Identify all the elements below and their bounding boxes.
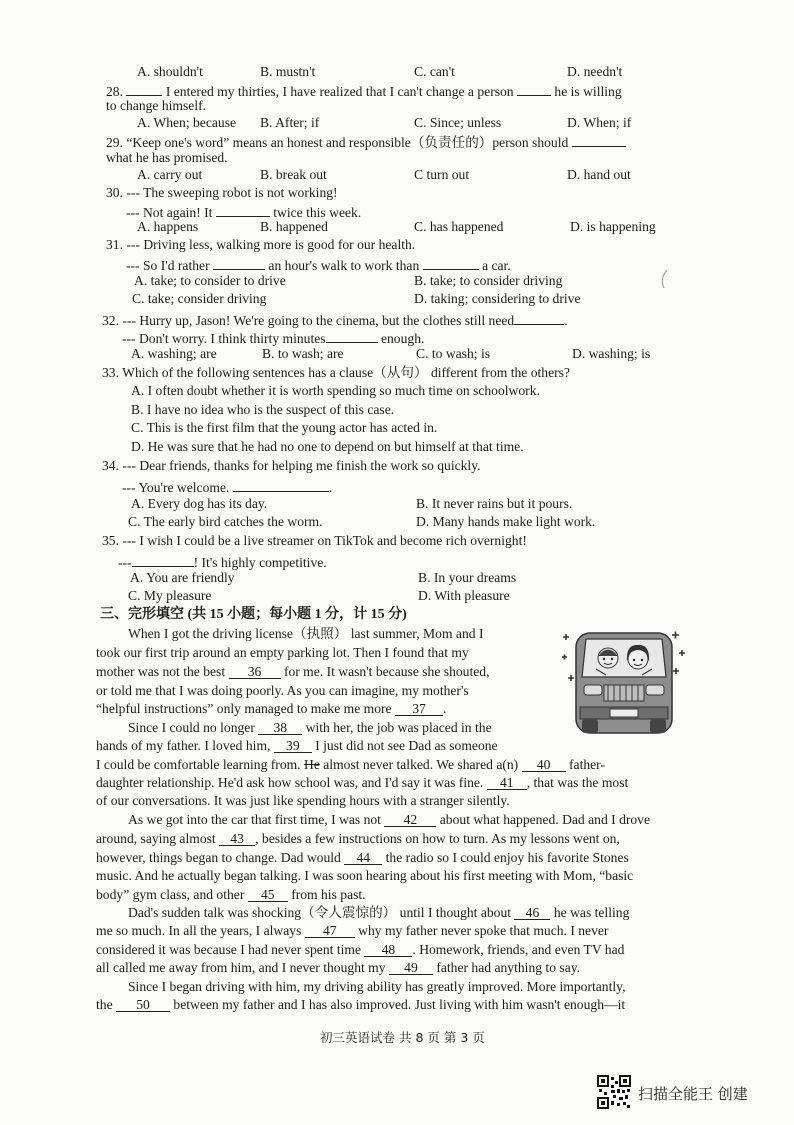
qr-code-icon bbox=[597, 1075, 631, 1109]
q31-option-a: A. take; to consider to drive bbox=[134, 273, 286, 288]
q31-blank-2 bbox=[423, 255, 479, 270]
pencil-mark bbox=[658, 268, 672, 290]
p1-text-c: “helpful instructions” only managed to make me more bbox=[96, 701, 392, 716]
passage-p4-line1 bbox=[128, 905, 629, 921]
p2-text-b: with her, the job was placed in the bbox=[305, 720, 492, 735]
p4-text-b: he was telling bbox=[553, 905, 630, 920]
q30-stem-line1: 30. --- The sweeping robot is not working! bbox=[106, 185, 338, 200]
passage-p5-line1: Since I began driving with him, my driving ability has greatly improved. More importantly, bbox=[128, 979, 626, 994]
section3-heading: 三、完形填空 (共 15 小题；每小题 1 分，计 15 分) bbox=[100, 607, 407, 622]
q32-text-b: . bbox=[564, 313, 568, 328]
passage-p1-line5 bbox=[96, 701, 446, 717]
q30-text-b: twice this week. bbox=[273, 205, 362, 220]
blank-48: 48 bbox=[364, 942, 412, 957]
q27-option-a: A. shouldn't bbox=[137, 64, 203, 79]
p1-text-a: mother was not the best bbox=[96, 664, 226, 679]
q32-option-c: C. to wash; is bbox=[416, 346, 491, 361]
q34-option-d: D. Many hands make light work. bbox=[416, 514, 596, 529]
q35-option-b: B. In your dreams bbox=[418, 570, 517, 585]
passage-p2-line5: of our conversations. It was just like spending hours with a stranger silently. bbox=[96, 793, 510, 808]
q31-option-d: D. taking; considering to drive bbox=[414, 291, 581, 306]
q33-option-b: B. I have no idea who is the suspect of this case. bbox=[131, 402, 395, 417]
q29-stem-line2: what he has promised. bbox=[106, 150, 228, 165]
p3-text-d: , besides a few instructions on how to turn. As my lessons went on, bbox=[255, 831, 620, 846]
q34-option-c: C. The early bird catches the worm. bbox=[128, 514, 323, 529]
q32-blank-2 bbox=[326, 328, 378, 343]
p4-text-f: . Homework, friends, and even TV had bbox=[412, 942, 625, 957]
passage-p4-line3 bbox=[96, 942, 624, 958]
q27-option-c: C. can't bbox=[414, 64, 455, 79]
blank-41: 41 bbox=[487, 775, 527, 790]
q35-option-a: A. You are friendly bbox=[130, 570, 235, 585]
passage-p2-line4 bbox=[96, 775, 628, 791]
q28-option-d: D. When; if bbox=[567, 115, 632, 130]
q28-option-a: A. When; because bbox=[137, 115, 237, 130]
q32-text-a: 32. --- Hurry up, Jason! We're going to the cinema, but the clothes still need bbox=[102, 313, 515, 328]
q32-stem-line1 bbox=[102, 310, 568, 329]
q29-stem-line1 bbox=[106, 132, 626, 151]
p4-text-c: me so much. In all the years, I always bbox=[96, 923, 302, 938]
passage-p4-line2 bbox=[96, 923, 608, 939]
blank-44: 44 bbox=[344, 850, 382, 865]
q28-blank-1 bbox=[126, 81, 162, 96]
p3-text-e: however, things began to change. Dad would bbox=[96, 850, 341, 865]
q28-blank-2 bbox=[517, 81, 551, 96]
q32-option-b: B. to wash; are bbox=[262, 346, 344, 361]
q32-stem-line2 bbox=[122, 328, 424, 347]
passage-p3-line2 bbox=[96, 831, 620, 847]
blank-42: 42 bbox=[384, 812, 436, 827]
q27-option-b: B. mustn't bbox=[260, 64, 316, 79]
blank-40: 40 bbox=[522, 757, 566, 772]
blank-39: 39 bbox=[274, 738, 312, 753]
blank-50: 50 bbox=[116, 997, 170, 1012]
q35-stem-line2 bbox=[118, 552, 327, 571]
blank-49: 49 bbox=[389, 960, 433, 975]
q32-text-c: --- Don't worry. I think thirty minutes bbox=[122, 331, 326, 346]
passage-p5-line2 bbox=[96, 997, 625, 1013]
blank-45: 45 bbox=[248, 887, 288, 902]
p4-text-a: Dad's sudden talk was shocking（令人震惊的） until I thought about bbox=[128, 905, 512, 920]
p2-text-h: daughter relationship. He'd ask how school was, and I'd say it was fine. bbox=[96, 775, 484, 790]
p4-text-h: father had anything to say. bbox=[436, 960, 581, 975]
q29-blank bbox=[572, 132, 626, 147]
q34-text-b: . bbox=[328, 480, 333, 495]
passage-p1-line4: or told me that I was doing poorly. As you can imagine, my mother's bbox=[96, 683, 469, 698]
q35-option-d: D. With pleasure bbox=[418, 588, 510, 603]
q29-text: 29. “Keep one's word” means an honest and responsible（负责任的）person should bbox=[106, 135, 569, 150]
q31-option-b: B. take; to consider driving bbox=[414, 273, 563, 288]
q31-stem-line2 bbox=[126, 255, 511, 274]
q32-option-d: D. washing; is bbox=[572, 346, 651, 361]
p2-text-f: almost never talked. We shared a(n) bbox=[323, 757, 519, 772]
passage-p3-line5 bbox=[96, 887, 366, 903]
p2-text-c: hands of my father. I loved him, bbox=[96, 738, 271, 753]
p3-text-f: the radio so I could enjoy his favorite Stones bbox=[385, 850, 629, 865]
q30-text-a: --- Not again! It bbox=[126, 205, 213, 220]
q27-option-d: D. needn't bbox=[567, 64, 623, 79]
passage-p3-line4: music. And he actually began talking. I was soon hearing about his first meeting with Mom, “basic bbox=[96, 868, 634, 883]
q31-stem-line1: 31. --- Driving less, walking more is good for our health. bbox=[106, 237, 416, 252]
p3-text-h: from his past. bbox=[291, 887, 366, 902]
q34-blank bbox=[233, 477, 329, 492]
q35-text-b: ! It's highly competitive. bbox=[193, 555, 327, 570]
blank-37: 37 bbox=[395, 701, 443, 716]
blank-43: 43 bbox=[219, 831, 255, 846]
passage-p1-line1: When I got the driving license（执照） last summer, Mom and I bbox=[128, 626, 484, 641]
car-illustration-icon bbox=[560, 623, 688, 741]
p2-text-g: father- bbox=[569, 757, 605, 772]
q29-option-d: D. hand out bbox=[567, 167, 631, 182]
p2-text-i: , that was the most bbox=[526, 775, 629, 790]
q35-text-a: --- bbox=[118, 555, 132, 570]
q34-text-a: --- You're welcome. bbox=[122, 480, 230, 495]
p3-text-c: around, saying almost bbox=[96, 831, 216, 846]
p4-text-e: considered it was because I had never spent time bbox=[96, 942, 361, 957]
q28-stem-line2: to change himself. bbox=[106, 98, 207, 113]
q30-option-b: B. happened bbox=[260, 219, 328, 234]
q33-option-a: A. I often doubt whether it is worth spending so much time on schoolwork. bbox=[131, 383, 540, 398]
q33-option-d: D. He was sure that he had no one to depend on but himself at that time. bbox=[131, 439, 524, 454]
q31-text-b: an hour's walk to work than bbox=[268, 258, 420, 273]
q31-text-a: --- So I'd rather bbox=[126, 258, 210, 273]
p4-text-d: why my father never spoke that much. I never bbox=[358, 923, 609, 938]
q29-option-a: A. carry out bbox=[137, 167, 203, 182]
p2-text-d: I just did not see Dad as someone bbox=[315, 738, 498, 753]
q29-option-c: C turn out bbox=[414, 167, 470, 182]
passage-p3-line1 bbox=[128, 812, 650, 828]
passage-p2-line3 bbox=[96, 757, 605, 773]
q29-option-b: B. break out bbox=[260, 167, 327, 182]
passage-p3-line3 bbox=[96, 850, 629, 866]
passage-p1-line3 bbox=[96, 664, 489, 680]
blank-38: 38 bbox=[258, 720, 302, 735]
q28-text-b: he is willing bbox=[554, 84, 622, 99]
q30-option-c: C. has happened bbox=[414, 219, 504, 234]
q35-blank bbox=[132, 552, 194, 567]
q28-option-b: B. After; if bbox=[260, 115, 320, 130]
q31-blank-1 bbox=[213, 255, 265, 270]
p5-text-a: the bbox=[96, 997, 113, 1012]
passage-p2-line2 bbox=[96, 738, 498, 754]
p3-text-a: As we got into the car that first time, I was not bbox=[128, 812, 381, 827]
p3-text-b: about what happened. Dad and I drove bbox=[439, 812, 651, 827]
blank-36: 36 bbox=[229, 664, 281, 679]
q33-stem: 33. Which of the following sentences has a clause（从句） different from the others? bbox=[102, 365, 570, 380]
q28-text-a: I entered my thirties, I have realized that I can't change a person bbox=[165, 84, 514, 99]
scanner-watermark: 扫描全能王 创建 bbox=[638, 1085, 748, 1103]
q30-option-a: A. happens bbox=[137, 219, 199, 234]
q34-stem-line2 bbox=[122, 477, 332, 496]
q32-option-a: A. washing; are bbox=[131, 346, 217, 361]
passage-p2-line1 bbox=[128, 720, 492, 736]
q35-stem-line1: 35. --- I wish I could be a live streamer on TikTok and become rich overnight! bbox=[102, 533, 527, 548]
p1-text-b: for me. It wasn't because she shouted, bbox=[283, 664, 490, 679]
q28-number: 28. bbox=[106, 84, 123, 99]
p2-text-a: Since I could no longer bbox=[128, 720, 255, 735]
p1-text-d: . bbox=[442, 701, 447, 716]
blank-47: 47 bbox=[305, 923, 355, 938]
q33-option-c: C. This is the first film that the young actor has acted in. bbox=[131, 420, 438, 435]
p3-text-g: body” gym class, and other bbox=[96, 887, 245, 902]
q31-text-c: a car. bbox=[482, 258, 511, 273]
q34-option-b: B. It never rains but it pours. bbox=[416, 496, 573, 511]
q30-option-d: D. is happening bbox=[570, 219, 656, 234]
passage-p1-line2: took our first trip around an empty parking lot. Then I found that my bbox=[96, 645, 469, 660]
q28-option-c: C. Since; unless bbox=[414, 115, 502, 130]
q32-text-d: enough. bbox=[380, 331, 425, 346]
p2-crossed-word: He bbox=[304, 757, 320, 772]
q34-option-a: A. Every dog has its day. bbox=[131, 496, 268, 511]
q35-option-c: C. My pleasure bbox=[128, 588, 212, 603]
q32-blank-1 bbox=[514, 310, 564, 325]
q31-option-c: C. take; consider driving bbox=[132, 291, 267, 306]
p4-text-g: all called me away from him, and I never thought my bbox=[96, 960, 386, 975]
p2-text-e: I could be comfortable learning from. bbox=[96, 757, 301, 772]
p5-text-b: between my father and I has also improved. Just living with him wasn't enough—it bbox=[173, 997, 626, 1012]
q34-stem-line1: 34. --- Dear friends, thanks for helping me finish the work so quickly. bbox=[102, 458, 481, 473]
page-footer: 初三英语试卷 共 8 页 第 3 页 bbox=[320, 1030, 485, 1045]
q30-blank bbox=[216, 202, 270, 217]
passage-p4-line4 bbox=[96, 960, 580, 976]
blank-46: 46 bbox=[514, 905, 550, 920]
